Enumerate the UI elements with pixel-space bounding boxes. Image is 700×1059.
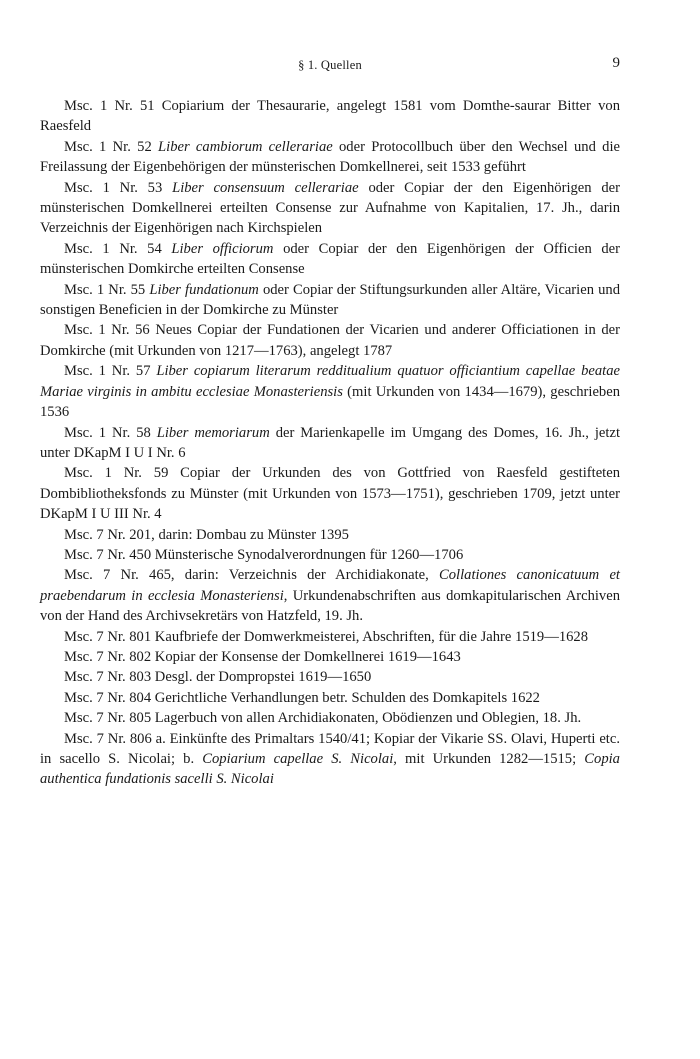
entry-text: Msc. 7 Nr. 803 Desgl. der Dompropstei 1619—1650 [64, 669, 372, 686]
entry-title-italic: Liber officiorum [171, 240, 274, 257]
entry-title-italic: Liber consensuum cellerariae [172, 179, 359, 196]
entry-text: Msc. 1 Nr. 56 Neues Copiar der Fundationen der Vicarien und anderer Officiationen in der Domkirche (mit Urkunden von 1217—1763), angelegt 1787 [40, 322, 620, 359]
manuscript-entry [40, 565, 620, 626]
entry-text: Msc. 1 Nr. 55 [64, 281, 150, 298]
entry-text: oder Copiar der den Eigenhörigen der münsterischen Domkellnerei erteilten Consense zur Aufnahme von Kapitalien, 17. Jh., darin Verzeichnis der Eigenhörigen nach Kirchspielen [40, 179, 620, 237]
entry-title-italic: Copiarium capellae S. Nicolai [202, 751, 394, 767]
entry-text: Msc. 7 Nr. 801 Kaufbriefe der Domwerkmeisterei, Abschriften, für die Jahre 1519—1628 [64, 628, 589, 645]
manuscript-entry [40, 545, 620, 565]
entry-text: Msc. 1 Nr. 53 [64, 179, 173, 196]
manuscript-entry [40, 688, 620, 708]
entry-text: der Marienkapelle im Umgang des Domes, 16. Jh., jetzt unter DKapM I U I Nr. 6 [40, 424, 620, 461]
entry-text: Msc. 1 Nr. 51 Copiarium der Thesaurarie, angelegt 1581 vom Domthe-saurar Bitter von Raesfeld [40, 98, 620, 135]
entry-title-italic: Liber copiarum literarum redditualium quatuor officiantium capellae beatae Mariae virginis in ambitu ecclesiae Monasteriensis [40, 363, 620, 400]
entry-text: , mit Urkunden 1282—1515; [393, 751, 585, 767]
manuscript-entry [40, 178, 620, 239]
entry-text: Msc. 1 Nr. 57 [64, 363, 157, 380]
entry-text: , Urkundenabschriften aus domkapitularischen Archiven von der Hand des Archivsekretärs von Hatzfeld, 19. Jh. [40, 587, 620, 625]
manuscript-entry [40, 361, 620, 422]
entry-text: Msc. 7 Nr. 450 Münsterische Synodalverordnungen für 1260—1706 [64, 546, 464, 563]
manuscript-entry [40, 280, 620, 321]
entry-text: Msc. 1 Nr. 59 Copiar der Urkunden des von Gottfried von Raesfeld gestifteten Dombibliotheksfonds zu Münster (mit Urkunden von 1573—1751), geschrieben 1709, jetzt unter DKapM I U III Nr. 4 [40, 465, 620, 523]
manuscript-entry [40, 708, 620, 728]
entry-title-italic: Liber memoriarum [156, 424, 270, 441]
entry-text: Msc. 7 Nr. 804 Gerichtliche Verhandlungen betr. Schulden des Domkapitels 1622 [64, 689, 540, 706]
manuscript-entry [40, 667, 620, 687]
entry-text: Msc. 1 Nr. 52 [64, 138, 159, 155]
entry-title-italic: Collationes canonicatuum et praebendarum in ecclesia Monasteriensi [40, 567, 620, 604]
manuscript-entry [40, 96, 620, 137]
manuscript-entry [40, 647, 620, 667]
source-list [40, 96, 620, 790]
entry-text: Msc. 7 Nr. 805 Lagerbuch von allen Archidiakonaten, Obödienzen und Oblegien, 18. Jh. [64, 710, 582, 727]
manuscript-entry [40, 320, 620, 361]
running-head: § 1. Quellen [298, 58, 362, 72]
entry-text: Msc. 1 Nr. 54 [64, 240, 172, 257]
manuscript-entry [40, 525, 620, 545]
entry-text: oder Protocollbuch über den Wechsel und die Freilassung der Eigenbehörigen der münsterischen Domkellnerei, seit 1533 geführt [40, 138, 620, 176]
entry-text: (mit Urkunden von 1434—1679), geschrieben 1536 [40, 383, 620, 421]
manuscript-entry [40, 239, 620, 280]
entry-text: Msc. 7 Nr. 802 Kopiar der Konsense der Domkellnerei 1619—1643 [64, 648, 461, 665]
manuscript-entry [40, 137, 620, 178]
manuscript-entry [40, 423, 620, 464]
page-number: 9 [612, 55, 620, 71]
entry-text: Msc. 7 Nr. 465, darin: Verzeichnis der Archidiakonate, [64, 567, 440, 584]
entry-text: oder Copiar der Stiftungsurkunden aller Altäre, Vicarien und sonstigen Beneficien in der Domkirche zu Münster [40, 281, 620, 319]
entry-text: oder Copiar der den Eigenhörigen der Officien der münsterischen Domkirche erteilten Consense [40, 240, 620, 278]
entry-text: Msc. 7 Nr. 806 a. Einkünfte des Primaltars 1540/41; Kopiar der Vikarie SS. Olavi, Huperti etc. in sacello S. Nicolai; b. [40, 730, 620, 767]
manuscript-entry [40, 729, 620, 790]
entry-title-italic: Liber cambiorum cellerariae [158, 138, 333, 155]
manuscript-entry [40, 627, 620, 647]
entry-text: Msc. 7 Nr. 201, darin: Dombau zu Münster 1395 [64, 526, 349, 543]
entry-title-italic: Copia authentica fundationis sacelli S. Nicolai [40, 751, 620, 788]
manuscript-entry [40, 463, 620, 524]
entry-text: Msc. 1 Nr. 58 [64, 424, 157, 441]
entry-title-italic: Liber fundationum [149, 281, 259, 298]
